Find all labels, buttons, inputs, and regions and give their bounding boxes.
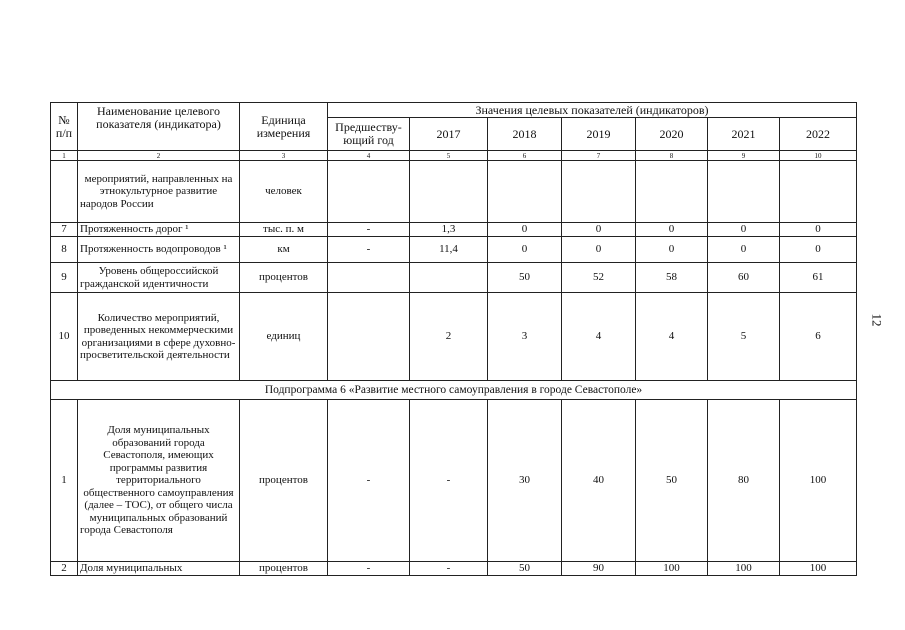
year-value (780, 161, 857, 223)
header-year: 2017 (410, 118, 488, 151)
year-value: 0 (562, 223, 636, 237)
year-value: 0 (488, 223, 562, 237)
column-number: 9 (708, 151, 780, 161)
column-number: 2 (78, 151, 240, 161)
header-year: 2021 (708, 118, 780, 151)
year-value: 100 (636, 562, 708, 576)
header-unit: Единица измерения (240, 103, 328, 151)
year-value: 80 (708, 400, 780, 562)
indicator-name: мероприятий, направленных на этнокультурное развитие народов России (78, 161, 240, 223)
year-value: 1,3 (410, 223, 488, 237)
section-row (51, 381, 857, 400)
column-number: 7 (562, 151, 636, 161)
indicator-name: Протяженность водопроводов ¹ (78, 237, 240, 263)
header-values-group: Значения целевых показателей (индикаторов) (328, 103, 857, 118)
column-number: 1 (51, 151, 78, 161)
column-number: 8 (636, 151, 708, 161)
indicator-name: Доля муниципальных (78, 562, 240, 576)
column-number: 10 (780, 151, 857, 161)
year-value: 4 (636, 293, 708, 381)
year-value: 0 (780, 223, 857, 237)
page-number: 12 (869, 313, 885, 327)
column-number: 5 (410, 151, 488, 161)
year-value: 6 (780, 293, 857, 381)
row-number: 9 (51, 263, 78, 293)
unit-cell: процентов (240, 562, 328, 576)
year-value (636, 161, 708, 223)
row-number: 1 (51, 400, 78, 562)
unit-cell: процентов (240, 400, 328, 562)
header-name: Наименование целевого показателя (индикатора) (78, 103, 240, 151)
indicator-name: Уровень общероссийской гражданской идентичности (78, 263, 240, 293)
table-row (51, 223, 857, 237)
table-row (51, 293, 857, 381)
column-number: 6 (488, 151, 562, 161)
prev-year-value: - (328, 223, 410, 237)
year-value: 30 (488, 400, 562, 562)
year-value: 50 (636, 400, 708, 562)
year-value (708, 161, 780, 223)
table-row (51, 161, 857, 223)
year-value: 3 (488, 293, 562, 381)
row-number: 10 (51, 293, 78, 381)
year-value (562, 161, 636, 223)
year-value (410, 161, 488, 223)
header-year: 2019 (562, 118, 636, 151)
header-year: 2018 (488, 118, 562, 151)
row-number: 7 (51, 223, 78, 237)
year-value: 100 (780, 400, 857, 562)
header-year: 2020 (636, 118, 708, 151)
year-value: 50 (488, 263, 562, 293)
column-number: 3 (240, 151, 328, 161)
year-value: 50 (488, 562, 562, 576)
table-row (51, 400, 857, 562)
year-value: 40 (562, 400, 636, 562)
prev-year-value (328, 293, 410, 381)
year-value: 0 (708, 237, 780, 263)
year-value: - (410, 400, 488, 562)
unit-cell: человек (240, 161, 328, 223)
year-value: 100 (708, 562, 780, 576)
row-number: 8 (51, 237, 78, 263)
prev-year-value (328, 161, 410, 223)
indicator-name: Протяженность дорог ¹ (78, 223, 240, 237)
indicator-name: Доля муниципальных образований города Севастополя, имеющих программы развития территориального общественного самоуправления (далее – ТОС), от общего числа муниципальных образований города Севастополя (78, 400, 240, 562)
header-prev-year: Предшеству-ющий год (328, 118, 410, 151)
year-value: - (410, 562, 488, 576)
year-value (410, 263, 488, 293)
unit-cell: процентов (240, 263, 328, 293)
year-value: 90 (562, 562, 636, 576)
year-value (488, 161, 562, 223)
prev-year-value: - (328, 400, 410, 562)
unit-cell: тыс. п. м (240, 223, 328, 237)
section-title: Подпрограмма 6 «Развитие местного самоуправления в городе Севастополе» (51, 381, 857, 400)
year-value: 0 (708, 223, 780, 237)
indicators-table (50, 102, 857, 576)
unit-cell: км (240, 237, 328, 263)
row-number (51, 161, 78, 223)
header-num: № п/п (51, 103, 78, 151)
indicator-name: Количество мероприятий, проведенных некоммерческими организациями в сфере духовно-просветительской деятельности (78, 293, 240, 381)
column-number: 4 (328, 151, 410, 161)
header-year: 2022 (780, 118, 857, 151)
year-value: 58 (636, 263, 708, 293)
year-value: 5 (708, 293, 780, 381)
year-value: 0 (636, 237, 708, 263)
year-value: 60 (708, 263, 780, 293)
year-value: 100 (780, 562, 857, 576)
table-row (51, 562, 857, 576)
table-row (51, 263, 857, 293)
year-value: 4 (562, 293, 636, 381)
year-value: 61 (780, 263, 857, 293)
year-value: 2 (410, 293, 488, 381)
prev-year-value: - (328, 237, 410, 263)
year-value: 11,4 (410, 237, 488, 263)
prev-year-value (328, 263, 410, 293)
table-row (51, 237, 857, 263)
unit-cell: единиц (240, 293, 328, 381)
year-value: 0 (636, 223, 708, 237)
year-value: 0 (780, 237, 857, 263)
year-value: 52 (562, 263, 636, 293)
row-number: 2 (51, 562, 78, 576)
prev-year-value: - (328, 562, 410, 576)
year-value: 0 (488, 237, 562, 263)
year-value: 0 (562, 237, 636, 263)
